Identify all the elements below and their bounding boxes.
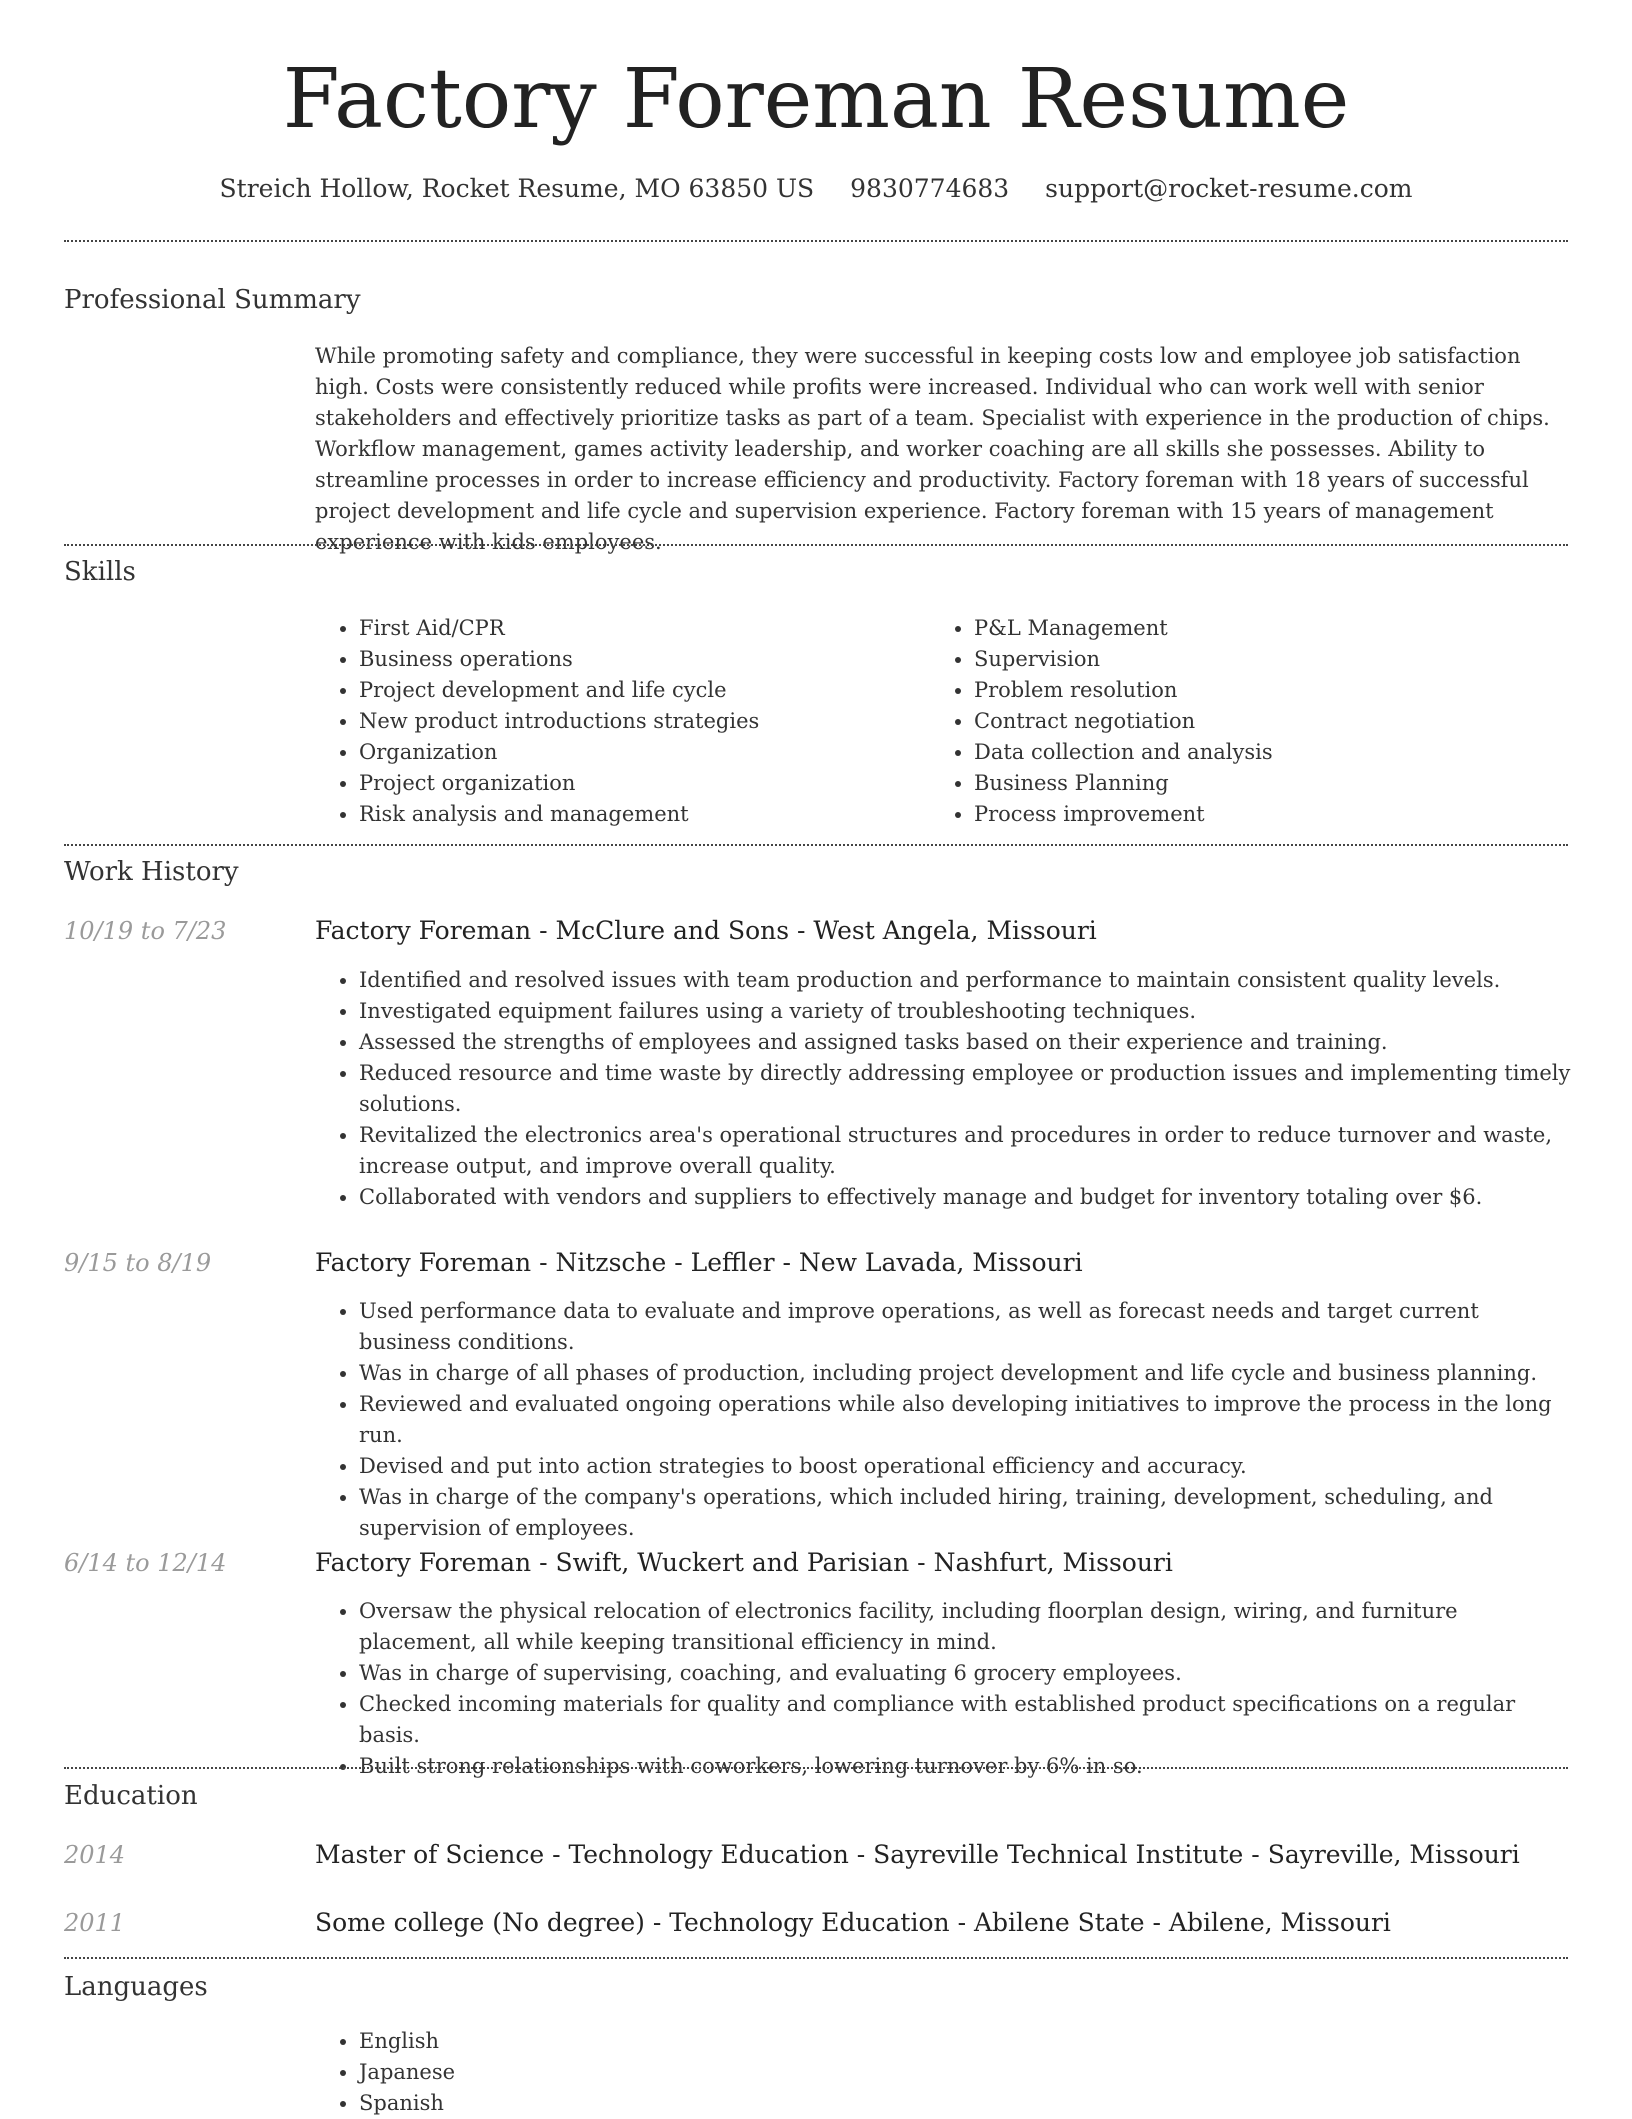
work-heading: Work History	[64, 857, 239, 887]
divider	[64, 1767, 1568, 1769]
job-bullet: • Checked incoming materials for quality and compliance with established product specifications on a regular basis.	[359, 1689, 1575, 1751]
job-title: Factory Foreman - McClure and Sons - West Angela, Missouri	[315, 916, 1097, 945]
contact-line	[0, 172, 1632, 206]
job-bullets	[315, 1596, 1575, 1782]
education-school: - Abilene State - Abilene, Missouri	[949, 1908, 1391, 1937]
skill-item: • Contract negotiation	[974, 706, 1490, 737]
job-bullet: • Identified and resolved issues with team production and performance to maintain consistent quality levels.	[359, 965, 1575, 996]
skill-item: • Process improvement	[974, 799, 1490, 830]
job-bullet: • Oversaw the physical relocation of electronics facility, including floorplan design, wiring, and furniture placement, all while keeping transitional efficiency in mind.	[359, 1596, 1575, 1658]
skill-item: • Risk analysis and management	[359, 799, 875, 830]
skill-item: • First Aid/CPR	[359, 613, 875, 644]
divider	[64, 240, 1568, 242]
skill-item: • P&L Management	[974, 613, 1490, 644]
contact-email: support@rocket-resume.com	[1045, 174, 1413, 203]
skill-item: • Business operations	[359, 644, 875, 675]
skill-item: • New product introductions strategies	[359, 706, 875, 737]
education-entry	[315, 1906, 1391, 1940]
job-dates: 6/14 to 12/14	[64, 1549, 227, 1577]
job-title: Factory Foreman - Swift, Wuckert and Parisian - Nashfurt, Missouri	[315, 1548, 1173, 1577]
contact-phone: 9830774683	[850, 174, 1010, 203]
education-entry	[315, 1838, 1520, 1872]
language-item: • Spanish	[359, 2088, 1575, 2119]
job-bullet: • Revitalized the electronics area's operational structures and procedures in order to reduce turnover and waste, increase output, and improve overall quality.	[359, 1120, 1575, 1182]
job-bullet: • Devised and put into action strategies to boost operational efficiency and accuracy.	[359, 1451, 1575, 1482]
education-year: 2014	[64, 1841, 126, 1869]
education-degree: Some college (No degree) - Technology Education	[315, 1908, 950, 1937]
divider	[64, 1957, 1568, 1959]
language-item: • Japanese	[359, 2057, 1575, 2088]
divider	[64, 844, 1568, 846]
job-title: Factory Foreman - Nitzsche - Leffler - New Lavada, Missouri	[315, 1248, 1083, 1277]
job-bullet: • Investigated equipment failures using a variety of troubleshooting techniques.	[359, 996, 1575, 1027]
job-dates: 9/15 to 8/19	[64, 1249, 212, 1277]
job-bullet: • Assessed the strengths of employees and assigned tasks based on their experience and training.	[359, 1027, 1575, 1058]
job-bullet: • Collaborated with vendors and suppliers to effectively manage and budget for inventory totaling over $6.	[359, 1182, 1575, 1213]
skill-item: • Problem resolution	[974, 675, 1490, 706]
job-bullet: • Was in charge of supervising, coaching, and evaluating 6 grocery employees.	[359, 1658, 1575, 1689]
job-bullet: • Was in charge of the company's operations, which included hiring, training, development, scheduling, and supervision of employees.	[359, 1482, 1575, 1544]
summary-text: While promoting safety and compliance, they were successful in keeping costs low and employee job satisfaction high. Costs were consistently reduced while profits were increased. Individual who can work well with senior stakeholders and effectively prioritize tasks as part of a team. Specialist with experience in the production of chips. Workflow management, games activity leadership, and worker coaching are all skills she possesses. Ability to streamline processes in order to increase efficiency and productivity. Factory foreman with 18 years of successful project development and life cycle and supervision experience. Factory foreman with 15 years of management experience with kids employees.	[315, 344, 1550, 554]
skill-item: • Project organization	[359, 768, 875, 799]
skills-column-left	[315, 613, 875, 830]
language-item: • English	[359, 2026, 1575, 2057]
skill-item: • Organization	[359, 737, 875, 768]
skill-item: • Project development and life cycle	[359, 675, 875, 706]
job-bullet: • Reviewed and evaluated ongoing operations while also developing initiatives to improve the process in the long run.	[359, 1389, 1575, 1451]
job-bullet: • Reduced resource and time waste by directly addressing employee or production issues and implementing timely solutions.	[359, 1058, 1575, 1120]
job-bullets	[315, 1296, 1575, 1544]
job-bullet: • Used performance data to evaluate and improve operations, as well as forecast needs and target current business conditions.	[359, 1296, 1575, 1358]
skills-column-right	[930, 613, 1490, 830]
job-dates: 10/19 to 7/23	[64, 917, 227, 945]
skill-item: • Business Planning	[974, 768, 1490, 799]
education-school: - Sayreville Technical Institute - Sayreville, Missouri	[848, 1840, 1520, 1869]
education-degree: Master of Science - Technology Education	[315, 1840, 849, 1869]
job-bullet: • Was in charge of all phases of production, including project development and life cycle and business planning.	[359, 1358, 1575, 1389]
resume-title: Factory Foreman Resume	[282, 52, 1350, 147]
skills-heading: Skills	[64, 557, 136, 587]
divider	[64, 544, 1568, 546]
education-year: 2011	[64, 1909, 126, 1937]
education-heading: Education	[64, 1781, 198, 1811]
skill-item: • Supervision	[974, 644, 1490, 675]
job-bullet: • Built strong relationships with coworkers, lowering turnover by 6% in so.	[359, 1751, 1575, 1782]
contact-address: Streich Hollow, Rocket Resume, MO 63850 US	[219, 174, 815, 203]
skill-item: • Data collection and analysis	[974, 737, 1490, 768]
languages-heading: Languages	[64, 1972, 208, 2002]
languages-list	[315, 2026, 1575, 2119]
job-bullets	[315, 965, 1575, 1213]
summary-heading: Professional Summary	[64, 285, 361, 315]
